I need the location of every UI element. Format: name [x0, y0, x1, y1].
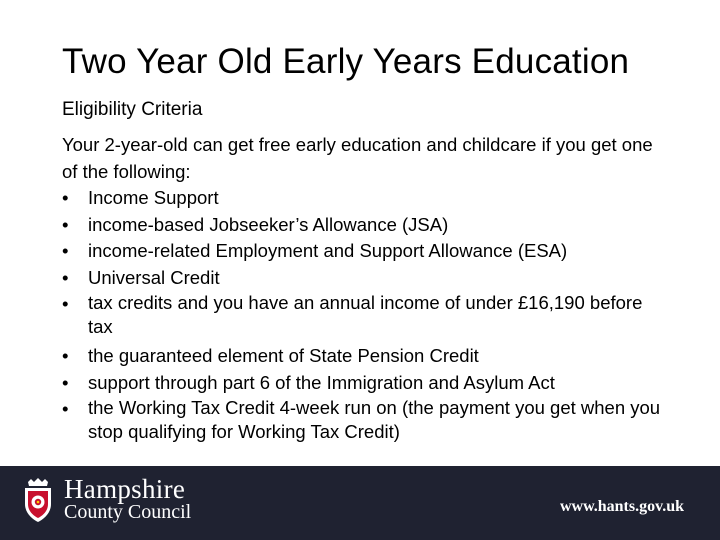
list-item-text: Income Support — [88, 187, 219, 208]
brand-name: Hampshire — [64, 474, 186, 504]
bullet-icon: • — [62, 213, 69, 235]
list-item-text: the Working Tax Credit 4-week run on (the payment you get when you stop qualifying for Working Tax Credit) — [88, 397, 661, 442]
footer-bar — [0, 466, 720, 540]
list-item — [62, 396, 662, 444]
bullet-icon: • — [62, 371, 69, 393]
bullet-icon: • — [62, 398, 69, 419]
hampshire-crest-icon — [22, 478, 54, 524]
bullet-icon: • — [62, 187, 69, 208]
list-item-text: income-based Jobseeker’s Allowance (JSA) — [88, 213, 449, 235]
list-item-text: the guaranteed element of State Pension Credit — [88, 345, 479, 366]
list-item — [62, 370, 662, 397]
slide-subtitle: Eligibility Criteria — [62, 99, 203, 120]
bullet-icon: • — [62, 345, 69, 366]
slide-title: Two Year Old Early Years Education — [62, 42, 630, 81]
list-item — [62, 212, 662, 239]
website-url: www.hants.gov.uk — [559, 498, 684, 515]
list-item — [62, 185, 662, 212]
bullet-icon: • — [62, 293, 69, 314]
list-item — [62, 291, 662, 339]
list-item-text: Universal Credit — [88, 266, 220, 288]
list-item-text: tax credits and you have an annual income of under £16,190 before tax — [88, 292, 643, 337]
list-item — [62, 343, 662, 370]
brand-subtitle: County Council — [64, 501, 192, 523]
bullet-icon: • — [62, 240, 69, 261]
bullet-icon: • — [62, 266, 69, 288]
eligibility-list — [62, 185, 662, 444]
list-item-text: income-related Employment and Support Allowance (ESA) — [88, 240, 568, 261]
list-item-text: support through part 6 of the Immigration and Asylum Act — [88, 371, 555, 393]
list-item — [62, 238, 662, 265]
slide-content — [62, 132, 662, 448]
intro-text: Your 2-year-old can get free early education and childcare if you get one of the following: — [62, 134, 653, 182]
list-item — [62, 265, 662, 292]
